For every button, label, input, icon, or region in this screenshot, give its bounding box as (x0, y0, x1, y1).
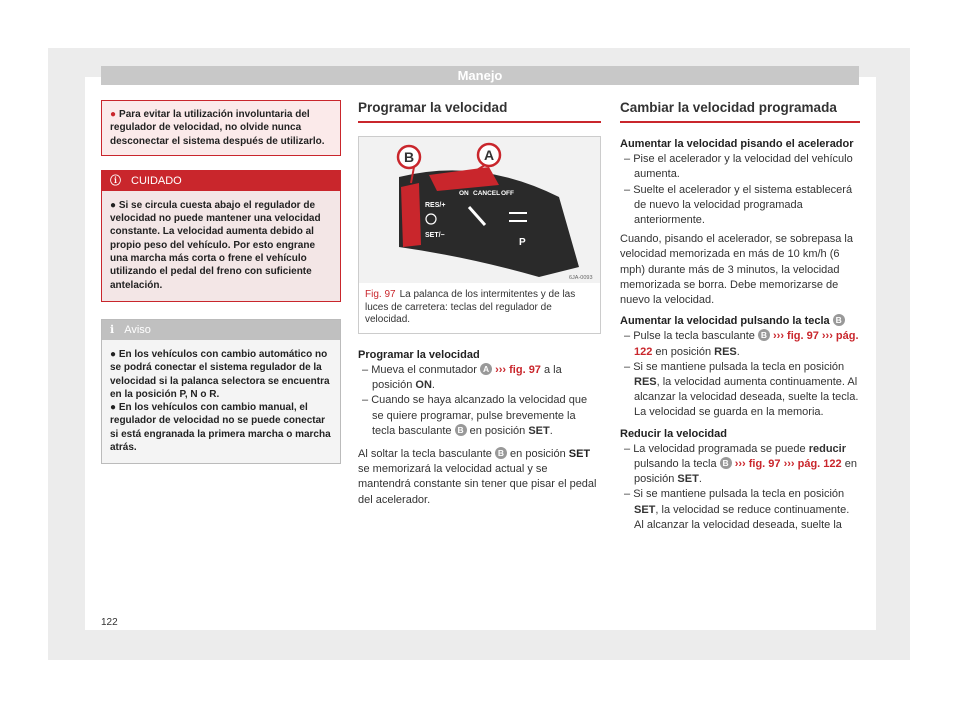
figure-illustration (359, 137, 600, 283)
text: Si se mantiene pulsada la tecla en posición (633, 488, 845, 501)
text: Cuando se haya alcanzado la velocidad que se quiere programar, pulse brevemente la tecla basculante (371, 394, 588, 437)
section-title-cambiar: Cambiar la velocidad programada (620, 100, 860, 123)
text: Pise el acelerador y la velocidad del vehículo aumenta. (633, 153, 853, 181)
right-column (620, 100, 860, 533)
figure-text-set: SET/− (425, 232, 445, 239)
figure-caption (359, 283, 600, 333)
page-number: 122 (101, 617, 118, 628)
figure-number: Fig. 97 (365, 289, 396, 300)
right-body (620, 137, 860, 533)
info-icon: ℹ (110, 323, 115, 336)
warning-text: Para evitar la utilización involuntaria del regulador de velocidad, no olvide nunca desconectar el sistema después de utilizarlo. (110, 109, 325, 147)
list-item: – La velocidad programada se puede reducir pulsando la tecla B ››› fig. 97 ››› pág. 122 en posición SET. (624, 442, 857, 486)
text: a la posición (372, 363, 562, 392)
text: Mueva el conmutador (371, 363, 477, 376)
middle-body (358, 348, 601, 508)
tag-b-icon: B (455, 424, 467, 436)
subheading-reducir: Reducir la velocidad (620, 427, 727, 440)
figure-text-on: ON (459, 190, 469, 197)
notice-item: ● En los vehículos con cambio manual, el regulador de velocidad no se puede conectar si está engranada la primera marcha o marcha atrás. (110, 402, 331, 454)
figure-text-off: OFF (501, 190, 514, 197)
notice-body (102, 340, 340, 463)
figure-label-a: A (483, 147, 495, 163)
figure-text-res: RES/+ (425, 202, 446, 209)
list-item: – Suelte el acelerador y el sistema establecerá de nuevo la velocidad programada anteriormente. (624, 183, 853, 227)
figure-label-b: B (403, 149, 415, 165)
figure-link[interactable]: ››› fig. 97 ››› pág. 122 (734, 458, 842, 471)
figure-97 (358, 136, 601, 334)
notice-header (102, 320, 340, 340)
figure-link[interactable]: ››› fig. 97 ››› pág. 122 (634, 330, 859, 358)
text: en posición (634, 458, 857, 486)
list-item: – Mueva el conmutador A ››› fig. 97 a la posición ON. (362, 363, 562, 392)
caution-text: Si se circula cuesta abajo el regulador de velocidad no puede mantener una velocidad constante. La velocidad aumenta debido al propio peso del vehículo. Por esto engrane una marcha más corta o frene el vehículo utilizando el pedal del freno con suficiente antelación. (110, 199, 321, 291)
notice-item: ● En los vehículos con cambio automático no se podrá conectar el sistema regulador de la velocidad si la palanca selectora se encuentra en la posición P, N o R. (110, 348, 330, 400)
figure-code: 6JA-0093 (569, 275, 593, 281)
svg-text:P: P (519, 237, 526, 248)
text: Suelte el acelerador y el sistema establecerá de nuevo la velocidad programada anteriormente. (633, 183, 853, 227)
text: en posición (469, 424, 526, 437)
tag-b-icon: B (833, 314, 845, 326)
notice-box (101, 319, 341, 464)
text: Aumentar la velocidad pulsando la tecla (620, 315, 830, 328)
text: , la velocidad aumenta continuamente. Al alcanzar la velocidad deseada, suelte la tecla. La velocidad se guarda en la memoria. (634, 376, 859, 419)
notice-item-text: En los vehículos con cambio automático no se podrá conectar el sistema regulador de la velocidad si la palanca selectora se encuentra en la posición P, N o R. (110, 348, 330, 400)
caution-icon: ⓘ (110, 174, 121, 187)
figure-link[interactable]: ››› fig. 97 (495, 363, 541, 376)
section-title-programar: Programar la velocidad (358, 100, 601, 123)
notice-title: Aviso (124, 323, 151, 336)
figure-caption-text: La palanca de los intermitentes y de las luces de carretera: teclas del regulador de velocidad. (365, 289, 576, 326)
text-set: SET (528, 424, 550, 437)
subheading-tecla (620, 314, 860, 329)
list-item: – Si se mantiene pulsada la tecla en posición RES, la velocidad aumenta continuamente. Al alcanzar la velocidad deseada, suelte la tecla. La velocidad se guarda en la memoria. (624, 360, 859, 419)
text-set: SET (634, 503, 656, 516)
text-set: SET (677, 473, 699, 486)
list-item: – Pise el acelerador y la velocidad del vehículo aumenta. (624, 153, 853, 181)
paragraph: Cuando, pisando el acelerador, se sobrepasa la velocidad memorizada en más de 10 km/h (6 mph) durante más de 3 minutos, la velocidad memorizada se borra. Debe memorizarse de nuevo la velocidad. (620, 233, 853, 307)
text: , la velocidad se reduce continuamente. Al alcanzar la velocidad deseada, suelte la (634, 503, 850, 531)
caution-box (101, 170, 341, 302)
figure-text-cancel: CANCEL (473, 190, 501, 197)
left-column (101, 100, 341, 464)
bullet-icon: ● (110, 109, 117, 120)
list-item: – Si se mantiene pulsada la tecla en posición SET, la velocidad se reduce continuamente. Al alcanzar la velocidad deseada, suelte la (624, 488, 850, 531)
text-reducir: reducir (808, 442, 847, 455)
page-header: Manejo (101, 66, 859, 85)
caution-title: CUIDADO (131, 174, 182, 187)
tag-a-icon: A (480, 363, 492, 375)
lever-illustration (359, 137, 600, 283)
caution-header (102, 171, 340, 191)
tag-b-icon: B (758, 329, 770, 341)
list-item: – Pulse la tecla basculante B ››› fig. 97 ››› pág. 122 en posición RES. (624, 330, 859, 358)
text: pulsando la tecla (634, 458, 717, 471)
middle-column (358, 100, 601, 508)
text-res: RES (714, 345, 737, 358)
text: La velocidad programada se puede (633, 442, 806, 455)
text: Si se mantiene pulsada la tecla en posición (633, 360, 845, 373)
subheading-programar: Programar la velocidad (358, 348, 480, 361)
paragraph: Al soltar la tecla basculante B en posición SET se memorizará la velocidad actual y se mantendrá constante sin tener que pisar el pedal del acelerador. (358, 448, 597, 506)
subheading-acelerador: Aumentar la velocidad pisando el acelerador (620, 138, 854, 150)
text-set: SET (568, 448, 591, 460)
text-res: RES (634, 376, 657, 389)
text: Pulse la tecla basculante (633, 330, 755, 343)
text: se memorizará la velocidad actual y se mantendrá constante sin tener que pisar el pedal del acelerador. (358, 463, 597, 506)
warning-continuation (101, 100, 341, 156)
text: en posición (655, 345, 712, 358)
text-on: ON (415, 379, 432, 392)
caution-body: ● Si se circula cuesta abajo el regulador de velocidad no puede mantener una velocidad constante. La velocidad aumenta debido al propio peso del vehículo. Por esto engrane una marcha más corta o frene el vehículo utilizando el pedal del freno con suficiente antelación. (102, 191, 340, 301)
tag-b-icon: B (495, 447, 507, 459)
tag-b-icon: B (720, 457, 732, 469)
text: Al soltar la tecla basculante (358, 448, 492, 460)
notice-item-text: En los vehículos con cambio manual, el regulador de velocidad no se puede conectar si está engranada la primera marcha o marcha atrás. (110, 402, 331, 454)
list-item: – Cuando se haya alcanzado la velocidad que se quiere programar, pulse brevemente la tecla basculante B en posición SET. (362, 394, 588, 437)
